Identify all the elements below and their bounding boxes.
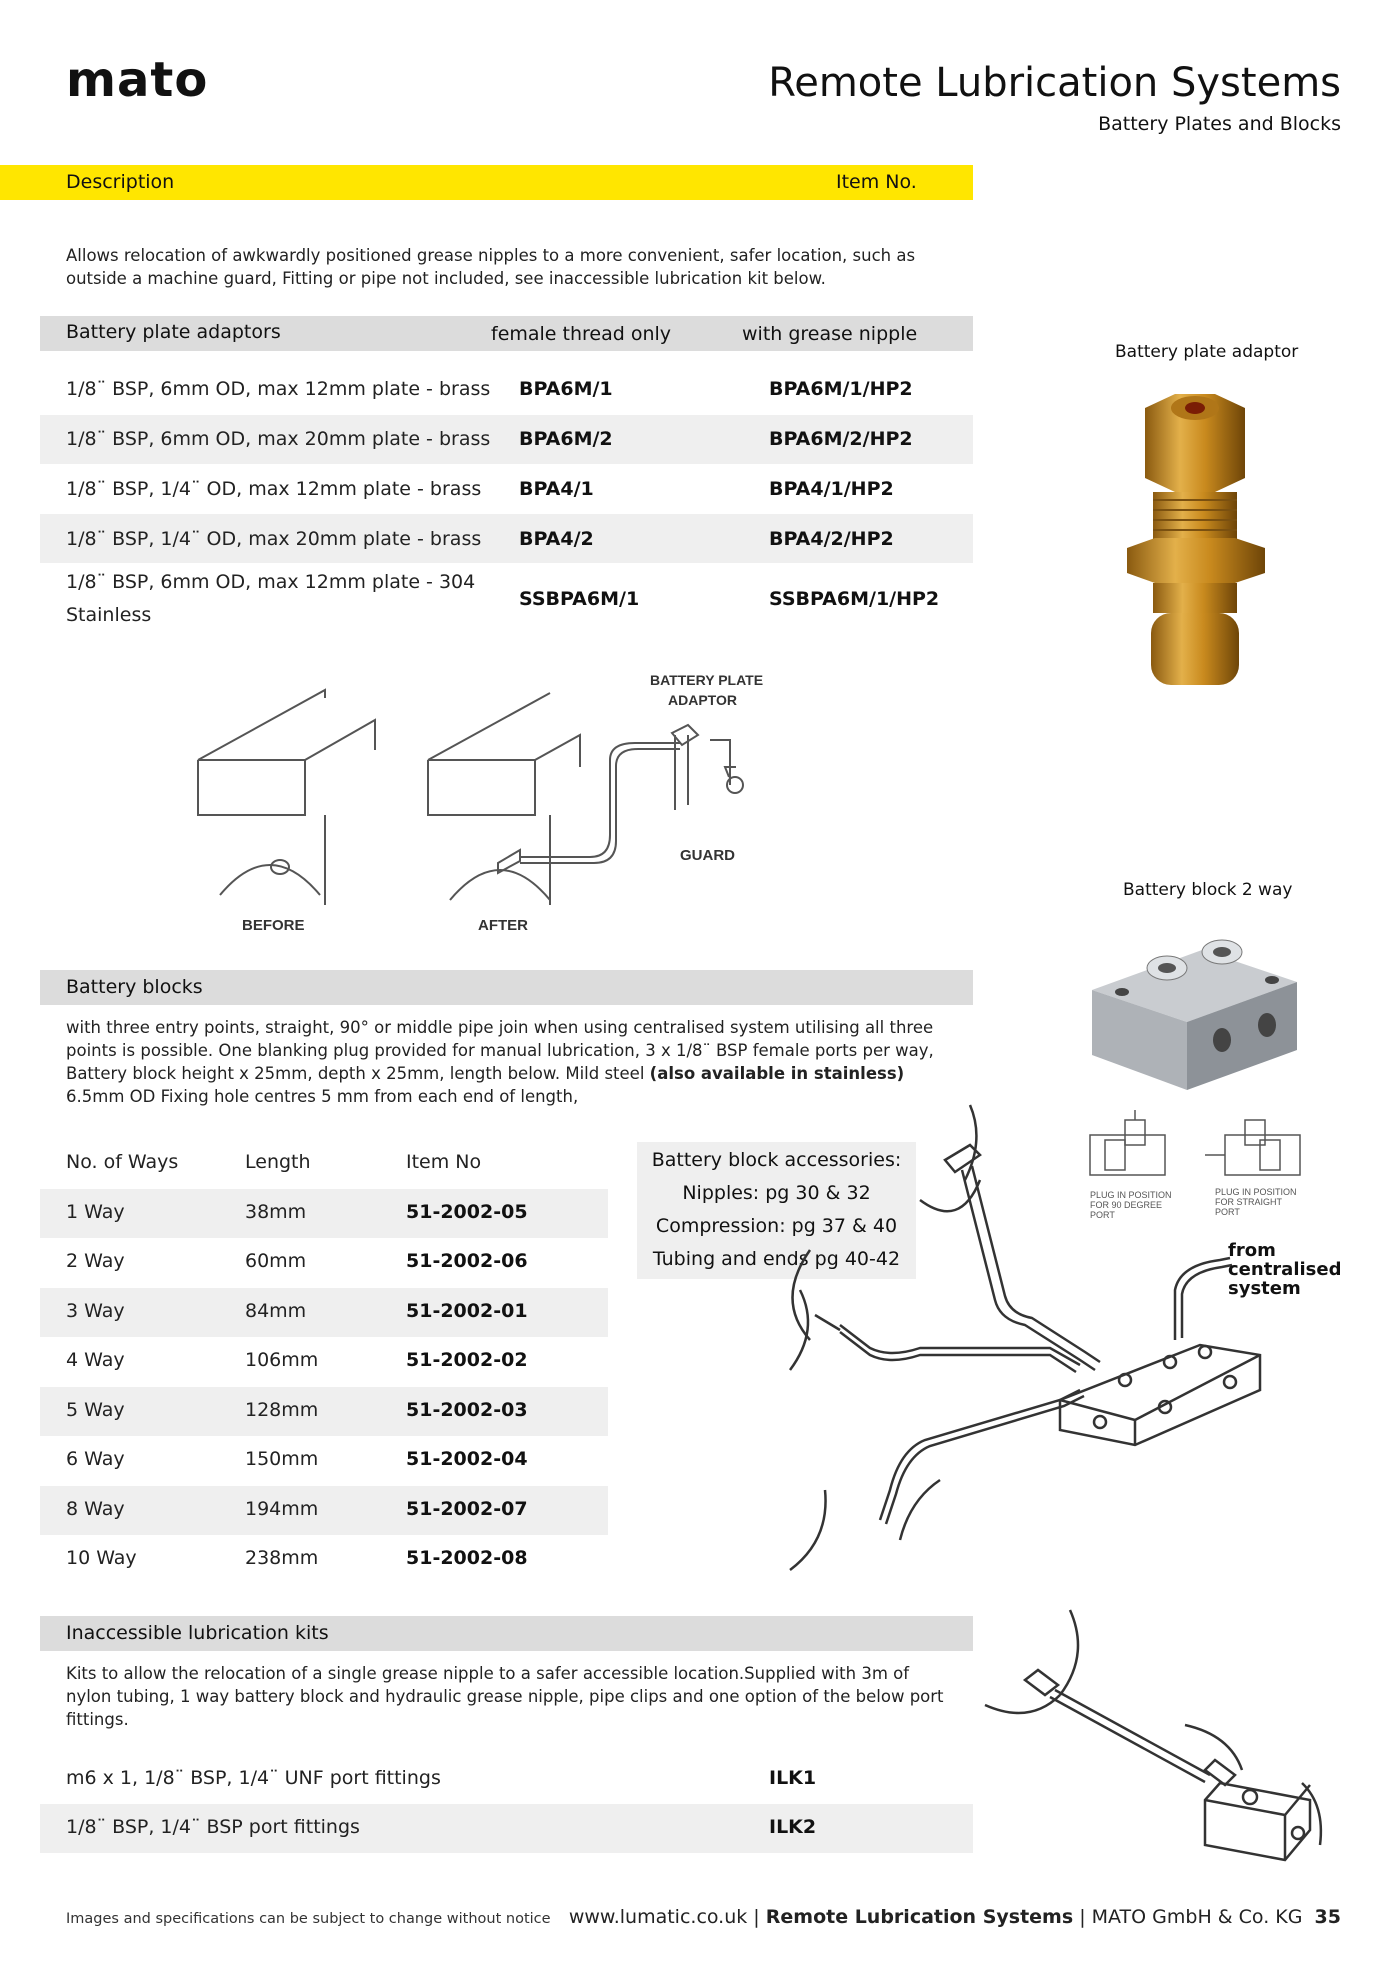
length-cell: 38mm xyxy=(245,1201,307,1223)
plates-header-label: Battery plate adaptors xyxy=(66,321,281,343)
before-after-diagram xyxy=(180,665,780,955)
ways-cell: 6 Way xyxy=(66,1448,125,1470)
plate-nipple-code: BPA6M/1/HP2 xyxy=(769,378,913,400)
table-row xyxy=(40,1535,608,1584)
ways-cell: 1 Way xyxy=(66,1201,125,1223)
stainless-note: (also available in stainless) xyxy=(649,1064,905,1083)
kits-desc-line: nylon tubing, 1 way battery block and hydraulic grease nipple, pipe clips and one option of the below port xyxy=(66,1687,944,1706)
footer-note: Images and specifications can be subject to change without notice xyxy=(66,1911,551,1927)
page-subtitle: Battery Plates and Blocks xyxy=(1098,113,1341,135)
plate-nipple-code: BPA6M/2/HP2 xyxy=(769,428,913,450)
plate-female-code: BPA6M/1 xyxy=(519,378,613,400)
battery-plate-adaptor-image xyxy=(1115,388,1275,718)
table-row xyxy=(40,1436,608,1485)
plug-straight-line2: FOR STRAIGHT xyxy=(1215,1197,1282,1207)
plate-nipple-code: BPA4/2/HP2 xyxy=(769,528,894,550)
plate-female-code: BPA4/1 xyxy=(519,478,594,500)
table-row xyxy=(40,1387,608,1436)
plate-female-code: BPA4/2 xyxy=(519,528,594,550)
item-cell: 51-2002-07 xyxy=(406,1498,528,1520)
blocks-desc-text: Battery block height x 25mm, depth x 25mm, length below. Mild steel xyxy=(66,1064,645,1083)
length-cell: 238mm xyxy=(245,1547,319,1569)
ways-cell: 2 Way xyxy=(66,1250,125,1272)
page-title: Remote Lubrication Systems xyxy=(768,60,1341,106)
plate-desc: 1/8¨ BSP, 6mm OD, max 12mm plate - brass xyxy=(66,378,491,400)
item-no-label: Item No. xyxy=(836,171,917,193)
blocks-desc-line: with three entry points, straight, 90° or middle pipe join when using centralised system utilising all three xyxy=(66,1018,934,1037)
system-label: system xyxy=(1228,1278,1301,1299)
plug-straight-line3: PORT xyxy=(1215,1207,1240,1217)
grease-nipple-header: with grease nipple xyxy=(742,323,918,345)
plate-desc: 1/8¨ BSP, 6mm OD, max 20mm plate - brass xyxy=(66,428,491,450)
kits-desc-line: Kits to allow the relocation of a single grease nipple to a safer accessible location.Supplied with 3m of xyxy=(66,1664,910,1683)
table-row xyxy=(40,464,973,513)
footer-info xyxy=(569,1906,1341,1928)
kits-header-label: Inaccessible lubrication kits xyxy=(66,1622,329,1644)
item-header: Item No xyxy=(406,1151,482,1173)
table-row xyxy=(40,1238,608,1287)
plate-desc: 1/8¨ BSP, 1/4¨ OD, max 12mm plate - brass xyxy=(66,478,482,500)
table-row xyxy=(40,1804,973,1853)
length-cell: 84mm xyxy=(245,1300,307,1322)
length-cell: 128mm xyxy=(245,1399,319,1421)
item-cell: 51-2002-02 xyxy=(406,1349,528,1371)
plate-desc: 1/8¨ BSP, 1/4¨ OD, max 20mm plate - brass xyxy=(66,528,482,550)
guard-label: GUARD xyxy=(680,847,735,864)
plug-90-line3: PORT xyxy=(1090,1210,1115,1220)
plug-90-line1: PLUG IN POSITION xyxy=(1090,1190,1172,1200)
blocks-table-header xyxy=(40,1139,608,1188)
item-cell: 51-2002-08 xyxy=(406,1547,528,1569)
kits-description xyxy=(66,1662,966,1731)
kits-section-header xyxy=(40,1616,973,1651)
centralised-label: centralised xyxy=(1228,1259,1342,1280)
table-row xyxy=(40,514,973,563)
item-cell: 51-2002-01 xyxy=(406,1300,528,1322)
length-cell: 194mm xyxy=(245,1498,319,1520)
table-row xyxy=(40,366,973,415)
plates-table-header xyxy=(40,316,973,351)
table-row xyxy=(40,415,973,464)
ways-cell: 3 Way xyxy=(66,1300,125,1322)
footer-url[interactable]: www.lumatic.co.uk xyxy=(568,1906,748,1928)
length-header: Length xyxy=(245,1151,311,1173)
mato-logo: mato xyxy=(66,52,209,108)
battery-block-image xyxy=(1082,930,1302,1095)
length-cell: 106mm xyxy=(245,1349,319,1371)
table-row xyxy=(40,563,973,635)
blocks-header-label: Battery blocks xyxy=(66,976,203,998)
plate-desc-line2: Stainless xyxy=(66,604,152,626)
adaptor-caption: Battery plate adaptor xyxy=(1115,342,1299,362)
ways-cell: 8 Way xyxy=(66,1498,125,1520)
block-caption: Battery block 2 way xyxy=(1123,880,1293,900)
battery-plate-label: BATTERY PLATE xyxy=(650,672,764,688)
table-row xyxy=(40,1337,608,1386)
kits-desc-line: fittings. xyxy=(66,1710,129,1729)
plate-female-code: BPA6M/2 xyxy=(519,428,613,450)
length-cell: 60mm xyxy=(245,1250,307,1272)
item-cell: 51-2002-03 xyxy=(406,1399,528,1421)
accessories-line: Compression: pg 37 & 40 xyxy=(655,1215,898,1237)
plug-straight-line1: PLUG IN POSITION xyxy=(1215,1187,1297,1197)
blocks-desc-line: points is possible. One blanking plug provided for manual lubrication, 3 x 1/8¨ BSP female ports per way, xyxy=(66,1041,934,1060)
blocks-description xyxy=(66,1016,966,1108)
blocks-section-header xyxy=(40,970,973,1005)
length-cell: 150mm xyxy=(245,1448,319,1470)
table-row xyxy=(40,1288,608,1337)
ways-header: No. of Ways xyxy=(66,1151,179,1173)
kit-diagram xyxy=(980,1605,1340,1875)
description-label: Description xyxy=(66,171,175,193)
page-number: 35 xyxy=(1314,1906,1341,1928)
after-label: AFTER xyxy=(478,917,528,934)
centralised-system-diagram xyxy=(750,1100,1342,1600)
adaptor-label: ADAPTOR xyxy=(668,692,737,708)
plug-90-line2: FOR 90 DEGREE xyxy=(1090,1200,1163,1210)
table-row xyxy=(40,1755,973,1804)
accessories-line: Nipples: pg 30 & 32 xyxy=(682,1182,871,1204)
table-row xyxy=(40,1189,608,1238)
accessories-title: Battery block accessories: xyxy=(651,1149,902,1171)
item-cell: 51-2002-04 xyxy=(406,1448,528,1470)
blocks-desc-line xyxy=(66,1062,966,1085)
blocks-desc-line: 6.5mm OD Fixing hole centres 5 mm from each end of length, xyxy=(66,1087,579,1106)
ways-cell: 4 Way xyxy=(66,1349,125,1371)
ways-cell: 10 Way xyxy=(66,1547,137,1569)
before-label: BEFORE xyxy=(242,917,305,934)
female-thread-header: female thread only xyxy=(491,323,672,345)
footer-company: MATO GmbH & Co. KG xyxy=(1091,1906,1303,1928)
footer-separator: | xyxy=(747,1906,766,1928)
plate-nipple-code: BPA4/1/HP2 xyxy=(769,478,894,500)
ways-cell: 5 Way xyxy=(66,1399,125,1421)
plate-nipple-code: SSBPA6M/1/HP2 xyxy=(769,588,940,610)
item-cell: 51-2002-05 xyxy=(406,1201,528,1223)
plate-desc-line1: 1/8¨ BSP, 6mm OD, max 12mm plate - 304 xyxy=(66,571,476,593)
plate-female-code: SSBPA6M/1 xyxy=(519,588,640,610)
table-row xyxy=(40,1486,608,1535)
item-cell: 51-2002-06 xyxy=(406,1250,528,1272)
footer-section: Remote Lubrication Systems xyxy=(765,1906,1074,1928)
footer-separator: | xyxy=(1073,1906,1092,1928)
kit-item-code: ILK1 xyxy=(769,1767,817,1789)
intro-text: Allows relocation of awkwardly positioned grease nipples to a more convenient, safer location, such as outside a machine guard, Fitting or pipe not included, see inaccessible lubrication kit below. xyxy=(66,246,916,288)
kit-item-code: ILK2 xyxy=(769,1816,817,1838)
accessories-line: Tubing and ends pg 40-42 xyxy=(652,1248,901,1270)
kit-desc: m6 x 1, 1/8¨ BSP, 1/4¨ UNF port fittings xyxy=(66,1767,441,1789)
kit-desc: 1/8¨ BSP, 1/4¨ BSP port fittings xyxy=(66,1816,360,1838)
column-header-bar xyxy=(0,165,973,200)
from-label: from xyxy=(1228,1240,1276,1261)
